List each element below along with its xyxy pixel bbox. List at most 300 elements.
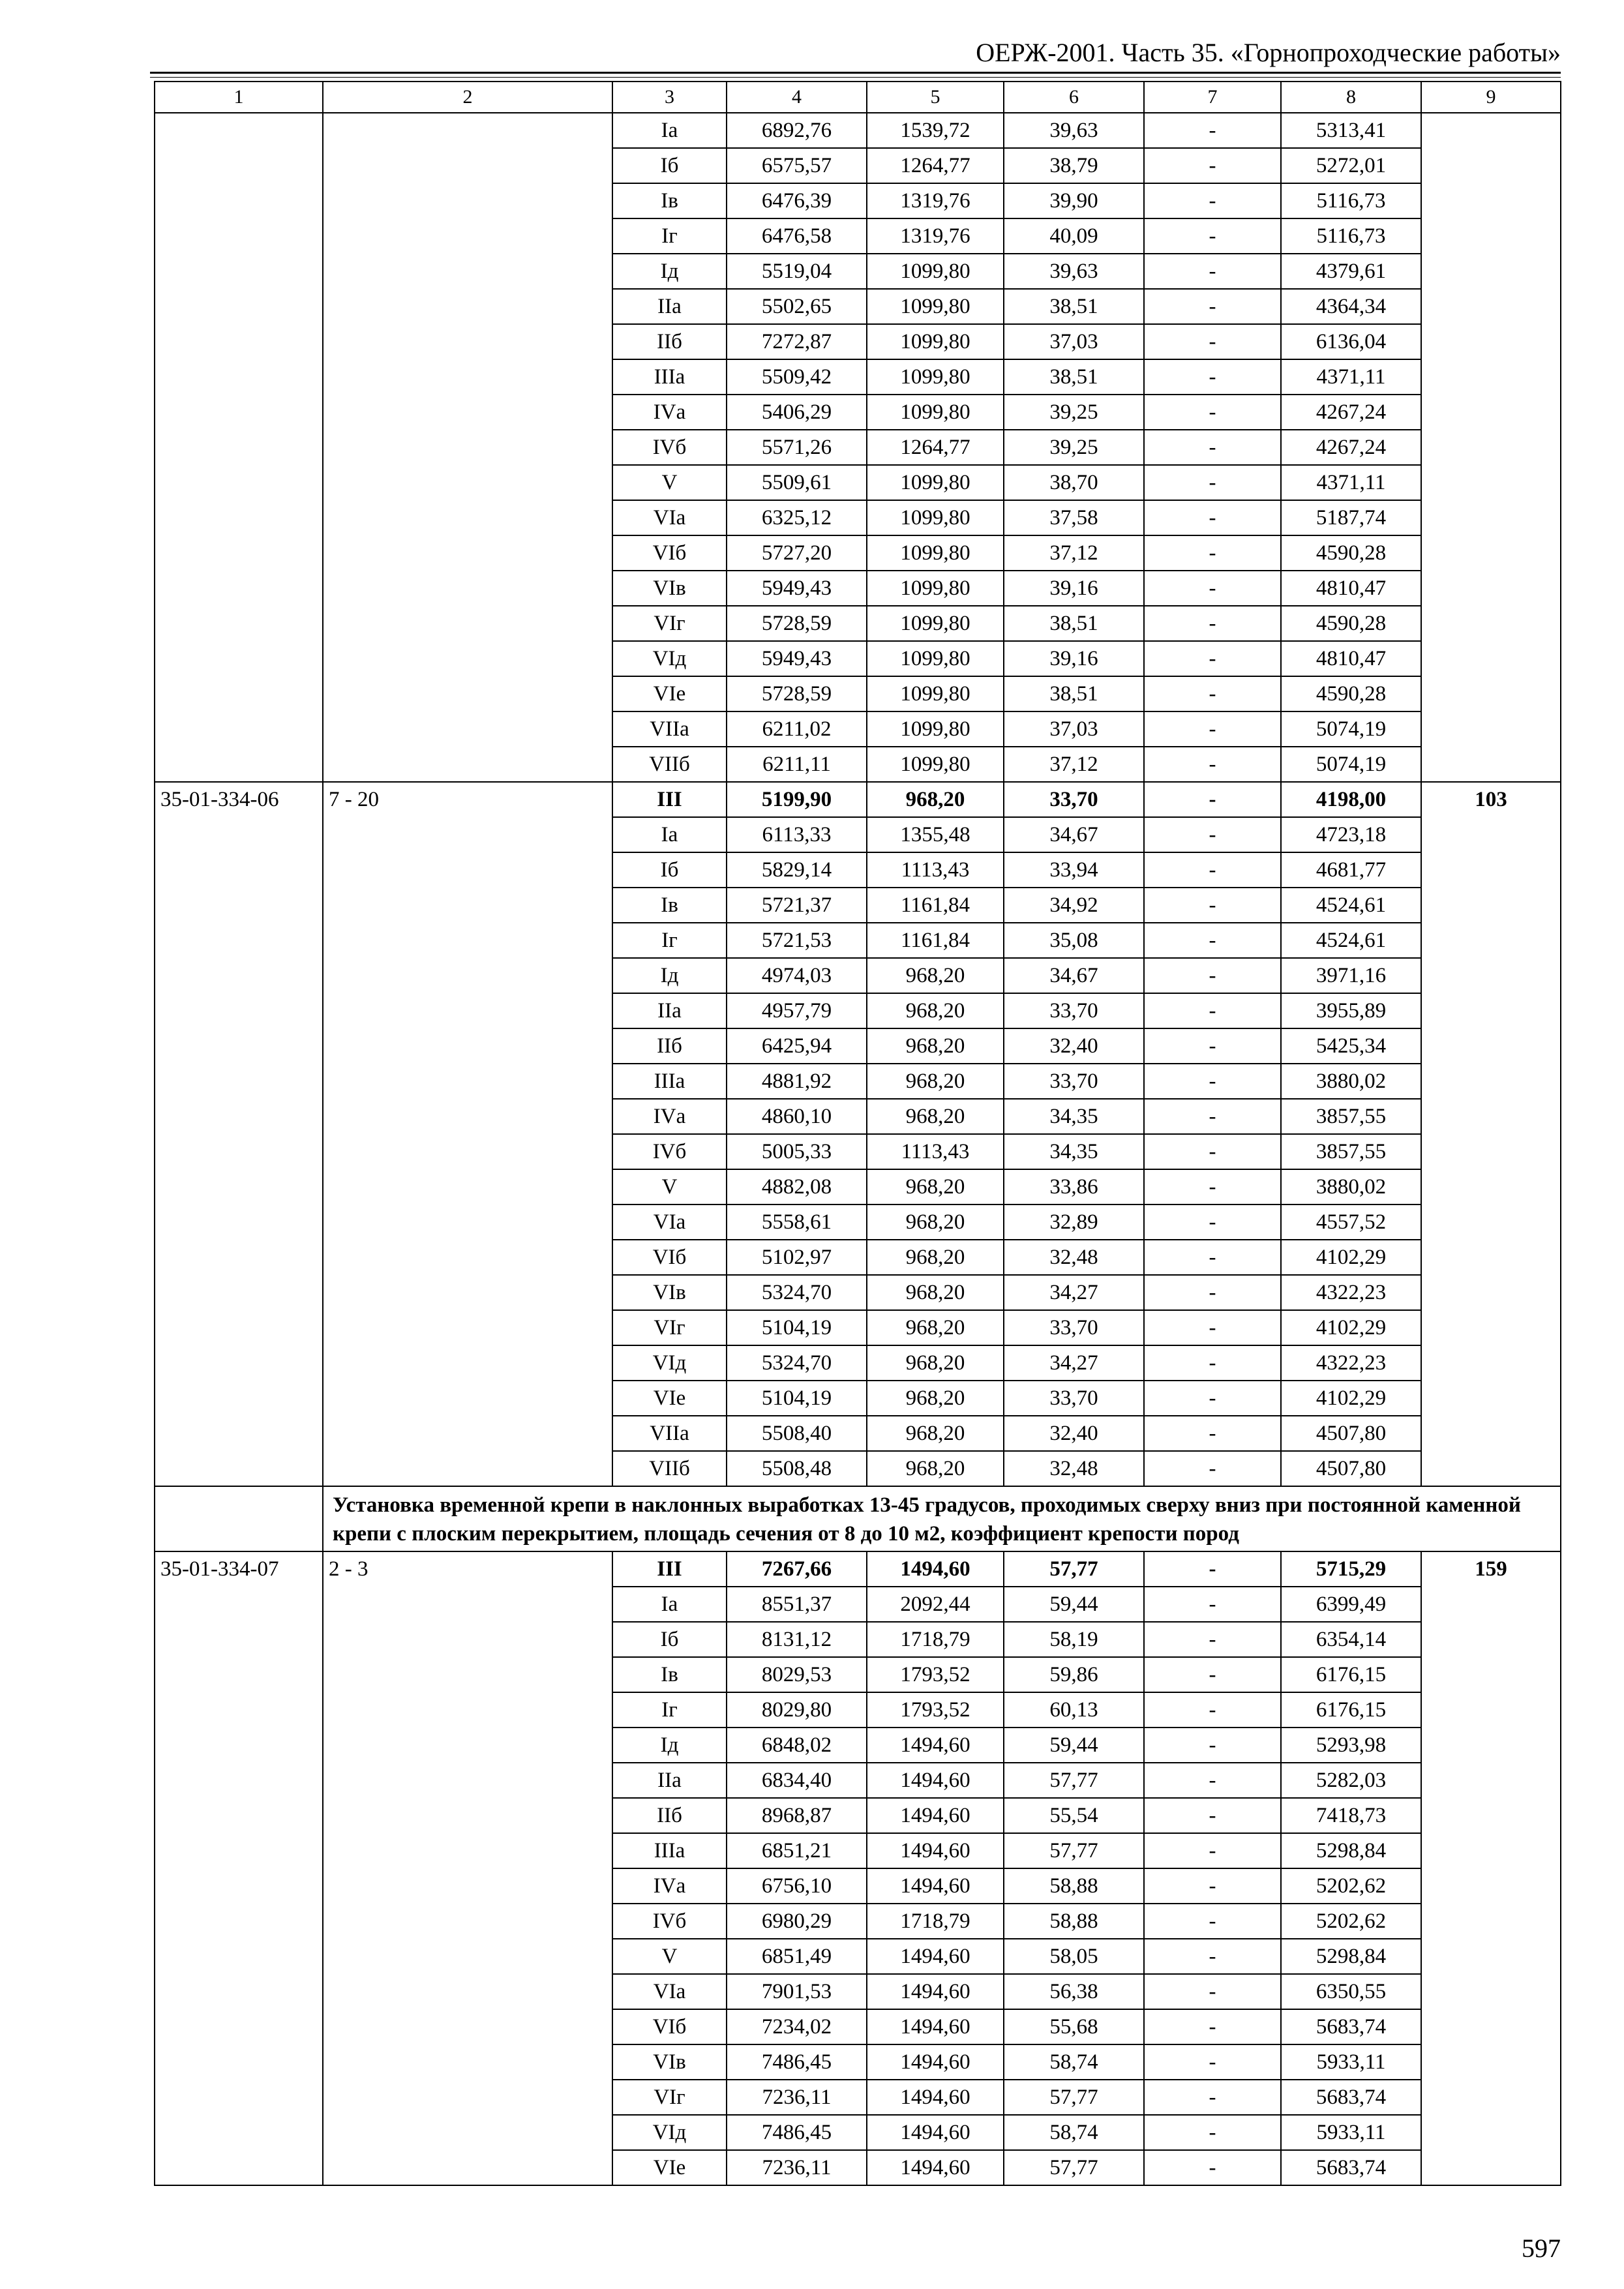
driver-wage-cell: - — [1144, 1622, 1281, 1657]
price-table — [154, 81, 1561, 2186]
zone-cell: V — [612, 1939, 727, 1974]
material-cell: 3880,02 — [1281, 1064, 1421, 1099]
wage-cell: 1793,52 — [867, 1692, 1004, 1728]
machine-cell: 32,89 — [1004, 1204, 1144, 1240]
material-cell: 4371,11 — [1281, 465, 1421, 500]
material-cell: 3857,55 — [1281, 1099, 1421, 1134]
wage-cell: 1099,80 — [867, 571, 1004, 606]
machine-cell: 32,48 — [1004, 1240, 1144, 1275]
zone-cell: VIб — [612, 1240, 727, 1275]
total-cost-cell: 7486,45 — [727, 2115, 867, 2150]
driver-wage-cell: - — [1144, 1134, 1281, 1169]
machine-cell: 39,63 — [1004, 254, 1144, 289]
machine-cell: 38,51 — [1004, 676, 1144, 711]
driver-wage-cell: - — [1144, 1345, 1281, 1381]
wage-cell: 1494,60 — [867, 2009, 1004, 2044]
zone-cell: VIе — [612, 2150, 727, 2185]
total-cost-cell: 8029,80 — [727, 1692, 867, 1728]
zone-cell: Iа — [612, 1587, 727, 1622]
machine-cell: 59,86 — [1004, 1657, 1144, 1692]
wage-cell: 968,20 — [867, 1416, 1004, 1451]
machine-cell: 33,70 — [1004, 993, 1144, 1028]
driver-wage-cell: - — [1144, 958, 1281, 993]
driver-wage-cell: - — [1144, 852, 1281, 888]
machine-cell: 58,05 — [1004, 1939, 1144, 1974]
total-cost-cell: 5509,42 — [727, 359, 867, 395]
total-cost-cell: 5005,33 — [727, 1134, 867, 1169]
zone-cell: VIд — [612, 1345, 727, 1381]
zone-cell: IIб — [612, 1028, 727, 1064]
wage-cell: 968,20 — [867, 1310, 1004, 1345]
machine-cell: 38,51 — [1004, 359, 1144, 395]
material-cell: 3955,89 — [1281, 993, 1421, 1028]
material-cell: 6176,15 — [1281, 1692, 1421, 1728]
machine-cell: 57,77 — [1004, 2150, 1144, 2185]
machine-cell: 38,70 — [1004, 465, 1144, 500]
wage-cell: 968,20 — [867, 1099, 1004, 1134]
driver-wage-cell: - — [1144, 1451, 1281, 1486]
material-cell: 4102,29 — [1281, 1381, 1421, 1416]
total-cost-cell: 8131,12 — [727, 1622, 867, 1657]
zone-cell: Iг — [612, 923, 727, 958]
driver-wage-cell: - — [1144, 500, 1281, 535]
material-cell: 3880,02 — [1281, 1169, 1421, 1204]
material-cell: 4507,80 — [1281, 1451, 1421, 1486]
machine-cell: 55,54 — [1004, 1798, 1144, 1833]
material-cell: 5425,34 — [1281, 1028, 1421, 1064]
header-rule — [150, 72, 1561, 74]
material-cell: 5202,62 — [1281, 1904, 1421, 1939]
driver-wage-cell: - — [1144, 782, 1281, 817]
total-cost-cell: 5727,20 — [727, 535, 867, 571]
total-cost-cell: 8029,53 — [727, 1657, 867, 1692]
total-cost-cell: 4881,92 — [727, 1064, 867, 1099]
machine-cell: 39,63 — [1004, 113, 1144, 148]
wage-cell: 1319,76 — [867, 218, 1004, 254]
driver-wage-cell: - — [1144, 641, 1281, 676]
zone-cell: VIг — [612, 606, 727, 641]
machine-cell: 39,25 — [1004, 430, 1144, 465]
material-cell: 6350,55 — [1281, 1974, 1421, 2009]
zone-cell: VIв — [612, 571, 727, 606]
section-blank-cell — [155, 1486, 323, 1551]
machine-cell: 37,12 — [1004, 747, 1144, 782]
driver-wage-cell: - — [1144, 2044, 1281, 2080]
material-cell: 6176,15 — [1281, 1657, 1421, 1692]
material-cell: 4590,28 — [1281, 606, 1421, 641]
column-number: 8 — [1281, 82, 1421, 113]
zone-cell: IIIа — [612, 1833, 727, 1868]
subgroup: 7 - 20 — [323, 782, 612, 1486]
zone-cell: IIа — [612, 993, 727, 1028]
table-row — [155, 1551, 1561, 1587]
driver-wage-cell: - — [1144, 430, 1281, 465]
zone-cell: VIд — [612, 641, 727, 676]
machine-cell: 39,25 — [1004, 395, 1144, 430]
column-number: 4 — [727, 82, 867, 113]
total-cost-cell: 5721,53 — [727, 923, 867, 958]
total-cost-cell: 7236,11 — [727, 2150, 867, 2185]
zone-cell: Iг — [612, 218, 727, 254]
machine-cell: 57,77 — [1004, 1833, 1144, 1868]
zone-cell: III — [612, 782, 727, 817]
wage-cell: 968,20 — [867, 782, 1004, 817]
rate-code: 35-01-334-06 — [155, 782, 323, 1486]
driver-wage-cell: - — [1144, 1868, 1281, 1904]
material-cell: 5116,73 — [1281, 183, 1421, 218]
total-cost-cell: 6892,76 — [727, 113, 867, 148]
material-cell: 5683,74 — [1281, 2080, 1421, 2115]
wage-cell: 968,20 — [867, 1345, 1004, 1381]
zone-cell: VIа — [612, 1974, 727, 2009]
driver-wage-cell: - — [1144, 1692, 1281, 1728]
zone-cell: IIа — [612, 289, 727, 324]
driver-wage-cell: - — [1144, 1904, 1281, 1939]
wage-cell: 1494,60 — [867, 1763, 1004, 1798]
machine-cell: 57,77 — [1004, 1763, 1144, 1798]
material-cell: 4590,28 — [1281, 676, 1421, 711]
wage-cell: 1099,80 — [867, 711, 1004, 747]
wage-cell: 1099,80 — [867, 500, 1004, 535]
column-number: 9 — [1421, 82, 1561, 113]
labor-cell — [1421, 113, 1561, 782]
zone-cell: VIб — [612, 2009, 727, 2044]
driver-wage-cell: - — [1144, 1381, 1281, 1416]
total-cost-cell: 7234,02 — [727, 2009, 867, 2044]
machine-cell: 38,51 — [1004, 606, 1144, 641]
driver-wage-cell: - — [1144, 1798, 1281, 1833]
total-cost-cell: 7272,87 — [727, 324, 867, 359]
machine-cell: 57,77 — [1004, 2080, 1144, 2115]
zone-cell: IIа — [612, 1763, 727, 1798]
total-cost-cell: 6756,10 — [727, 1868, 867, 1904]
material-cell: 5683,74 — [1281, 2150, 1421, 2185]
driver-wage-cell: - — [1144, 1728, 1281, 1763]
wage-cell: 968,20 — [867, 1451, 1004, 1486]
total-cost-cell: 5508,40 — [727, 1416, 867, 1451]
zone-cell: Iг — [612, 1692, 727, 1728]
material-cell: 5298,84 — [1281, 1939, 1421, 1974]
machine-cell: 56,38 — [1004, 1974, 1144, 2009]
zone-cell: IIIа — [612, 1064, 727, 1099]
rate-code: 35-01-334-07 — [155, 1551, 323, 2185]
material-cell: 3857,55 — [1281, 1134, 1421, 1169]
driver-wage-cell: - — [1144, 1974, 1281, 2009]
material-cell: 5715,29 — [1281, 1551, 1421, 1587]
section-row — [155, 1486, 1561, 1551]
machine-cell: 37,03 — [1004, 711, 1144, 747]
wage-cell: 968,20 — [867, 993, 1004, 1028]
machine-cell: 34,35 — [1004, 1134, 1144, 1169]
zone-cell: VIб — [612, 535, 727, 571]
wage-cell: 1718,79 — [867, 1622, 1004, 1657]
zone-cell: VIIб — [612, 747, 727, 782]
machine-cell: 37,58 — [1004, 500, 1144, 535]
wage-cell: 1494,60 — [867, 2044, 1004, 2080]
machine-cell: 33,86 — [1004, 1169, 1144, 1204]
machine-cell: 57,77 — [1004, 1551, 1144, 1587]
column-number: 1 — [155, 82, 323, 113]
column-number-row — [155, 82, 1561, 113]
total-cost-cell: 5508,48 — [727, 1451, 867, 1486]
machine-cell: 33,70 — [1004, 1381, 1144, 1416]
wage-cell: 1161,84 — [867, 923, 1004, 958]
machine-cell: 34,27 — [1004, 1345, 1144, 1381]
total-cost-cell: 5502,65 — [727, 289, 867, 324]
machine-cell: 34,27 — [1004, 1275, 1144, 1310]
total-cost-cell: 6325,12 — [727, 500, 867, 535]
wage-cell: 1099,80 — [867, 676, 1004, 711]
driver-wage-cell: - — [1144, 1204, 1281, 1240]
zone-cell: IVб — [612, 430, 727, 465]
wage-cell: 1718,79 — [867, 1904, 1004, 1939]
total-cost-cell: 8551,37 — [727, 1587, 867, 1622]
driver-wage-cell: - — [1144, 183, 1281, 218]
machine-cell: 35,08 — [1004, 923, 1144, 958]
total-cost-cell: 5406,29 — [727, 395, 867, 430]
total-cost-cell: 5324,70 — [727, 1345, 867, 1381]
total-cost-cell: 6113,33 — [727, 817, 867, 852]
machine-cell: 33,94 — [1004, 852, 1144, 888]
machine-cell: 58,88 — [1004, 1904, 1144, 1939]
total-cost-cell: 5728,59 — [727, 676, 867, 711]
total-cost-cell: 7486,45 — [727, 2044, 867, 2080]
total-cost-cell: 6575,57 — [727, 148, 867, 183]
machine-cell: 37,03 — [1004, 324, 1144, 359]
material-cell: 4557,52 — [1281, 1204, 1421, 1240]
machine-cell: 58,74 — [1004, 2115, 1144, 2150]
machine-cell: 34,67 — [1004, 817, 1144, 852]
total-cost-cell: 5728,59 — [727, 606, 867, 641]
total-cost-cell: 5104,19 — [727, 1310, 867, 1345]
material-cell: 5298,84 — [1281, 1833, 1421, 1868]
driver-wage-cell: - — [1144, 465, 1281, 500]
machine-cell: 37,12 — [1004, 535, 1144, 571]
total-cost-cell: 6980,29 — [727, 1904, 867, 1939]
driver-wage-cell: - — [1144, 747, 1281, 782]
driver-wage-cell: - — [1144, 113, 1281, 148]
column-number: 6 — [1004, 82, 1144, 113]
wage-cell: 968,20 — [867, 1275, 1004, 1310]
total-cost-cell: 5102,97 — [727, 1240, 867, 1275]
total-cost-cell: 5519,04 — [727, 254, 867, 289]
total-cost-cell: 5949,43 — [727, 641, 867, 676]
driver-wage-cell: - — [1144, 1833, 1281, 1868]
wage-cell: 1264,77 — [867, 148, 1004, 183]
material-cell: 4681,77 — [1281, 852, 1421, 888]
machine-cell: 32,48 — [1004, 1451, 1144, 1486]
subgroup: 2 - 3 — [323, 1551, 612, 2185]
driver-wage-cell: - — [1144, 817, 1281, 852]
material-cell: 4507,80 — [1281, 1416, 1421, 1451]
wage-cell: 2092,44 — [867, 1587, 1004, 1622]
rate-code — [155, 113, 323, 782]
total-cost-cell: 5949,43 — [727, 571, 867, 606]
machine-cell: 34,35 — [1004, 1099, 1144, 1134]
wage-cell: 1099,80 — [867, 465, 1004, 500]
machine-cell: 32,40 — [1004, 1028, 1144, 1064]
total-cost-cell: 5721,37 — [727, 888, 867, 923]
wage-cell: 1264,77 — [867, 430, 1004, 465]
wage-cell: 1099,80 — [867, 254, 1004, 289]
machine-cell: 58,74 — [1004, 2044, 1144, 2080]
material-cell: 5293,98 — [1281, 1728, 1421, 1763]
zone-cell: VIг — [612, 2080, 727, 2115]
wage-cell: 1494,60 — [867, 1833, 1004, 1868]
driver-wage-cell: - — [1144, 1939, 1281, 1974]
total-cost-cell: 6834,40 — [727, 1763, 867, 1798]
labor-cell: 103 — [1421, 782, 1561, 1486]
material-cell: 5116,73 — [1281, 218, 1421, 254]
total-cost-cell: 7236,11 — [727, 2080, 867, 2115]
machine-cell: 34,92 — [1004, 888, 1144, 923]
machine-cell: 33,70 — [1004, 782, 1144, 817]
wage-cell: 1494,60 — [867, 2080, 1004, 2115]
wage-cell: 1494,60 — [867, 1974, 1004, 2009]
wage-cell: 1319,76 — [867, 183, 1004, 218]
zone-cell: VIIа — [612, 711, 727, 747]
total-cost-cell: 4957,79 — [727, 993, 867, 1028]
driver-wage-cell: - — [1144, 1169, 1281, 1204]
driver-wage-cell: - — [1144, 676, 1281, 711]
total-cost-cell: 6851,49 — [727, 1939, 867, 1974]
page-header-title: ОЕРЖ-2001. Часть 35. «Горнопроходческие работы» — [976, 38, 1561, 67]
wage-cell: 1113,43 — [867, 1134, 1004, 1169]
material-cell: 4102,29 — [1281, 1310, 1421, 1345]
driver-wage-cell: - — [1144, 1275, 1281, 1310]
zone-cell: VIг — [612, 1310, 727, 1345]
machine-cell: 39,16 — [1004, 641, 1144, 676]
machine-cell: 34,67 — [1004, 958, 1144, 993]
column-number: 7 — [1144, 82, 1281, 113]
wage-cell: 1494,60 — [867, 2115, 1004, 2150]
material-cell: 4590,28 — [1281, 535, 1421, 571]
zone-cell: VIв — [612, 1275, 727, 1310]
total-cost-cell: 8968,87 — [727, 1798, 867, 1833]
wage-cell: 1539,72 — [867, 113, 1004, 148]
machine-cell: 32,40 — [1004, 1416, 1144, 1451]
zone-cell: Iа — [612, 817, 727, 852]
total-cost-cell: 5104,19 — [727, 1381, 867, 1416]
zone-cell: IVб — [612, 1134, 727, 1169]
wage-cell: 1113,43 — [867, 852, 1004, 888]
driver-wage-cell: - — [1144, 254, 1281, 289]
driver-wage-cell: - — [1144, 923, 1281, 958]
zone-cell: IVа — [612, 1868, 727, 1904]
zone-cell: Iб — [612, 148, 727, 183]
wage-cell: 1494,60 — [867, 1798, 1004, 1833]
driver-wage-cell: - — [1144, 2150, 1281, 2185]
table-row — [155, 113, 1561, 148]
wage-cell: 1099,80 — [867, 324, 1004, 359]
subgroup — [323, 113, 612, 782]
machine-cell: 39,16 — [1004, 571, 1144, 606]
wage-cell: 968,20 — [867, 1169, 1004, 1204]
wage-cell: 1494,60 — [867, 1728, 1004, 1763]
driver-wage-cell: - — [1144, 2080, 1281, 2115]
zone-cell: Iв — [612, 1657, 727, 1692]
material-cell: 4371,11 — [1281, 359, 1421, 395]
driver-wage-cell: - — [1144, 1240, 1281, 1275]
total-cost-cell: 6476,58 — [727, 218, 867, 254]
total-cost-cell: 7901,53 — [727, 1974, 867, 2009]
driver-wage-cell: - — [1144, 993, 1281, 1028]
total-cost-cell: 4860,10 — [727, 1099, 867, 1134]
machine-cell: 58,88 — [1004, 1868, 1144, 1904]
column-number: 2 — [323, 82, 612, 113]
wage-cell: 1099,80 — [867, 289, 1004, 324]
total-cost-cell: 7267,66 — [727, 1551, 867, 1587]
total-cost-cell: 4882,08 — [727, 1169, 867, 1204]
material-cell: 5187,74 — [1281, 500, 1421, 535]
machine-cell: 38,51 — [1004, 289, 1144, 324]
total-cost-cell: 6425,94 — [727, 1028, 867, 1064]
wage-cell: 968,20 — [867, 1204, 1004, 1240]
machine-cell: 33,70 — [1004, 1064, 1144, 1099]
wage-cell: 1099,80 — [867, 606, 1004, 641]
zone-cell: VIе — [612, 1381, 727, 1416]
column-number: 3 — [612, 82, 727, 113]
zone-cell: Iб — [612, 852, 727, 888]
zone-cell: VIд — [612, 2115, 727, 2150]
zone-cell: VIа — [612, 500, 727, 535]
material-cell: 5272,01 — [1281, 148, 1421, 183]
material-cell: 4524,61 — [1281, 888, 1421, 923]
material-cell: 3971,16 — [1281, 958, 1421, 993]
driver-wage-cell: - — [1144, 1551, 1281, 1587]
wage-cell: 1099,80 — [867, 395, 1004, 430]
machine-cell: 39,90 — [1004, 183, 1144, 218]
total-cost-cell: 6851,21 — [727, 1833, 867, 1868]
driver-wage-cell: - — [1144, 1028, 1281, 1064]
driver-wage-cell: - — [1144, 2115, 1281, 2150]
total-cost-cell: 6476,39 — [727, 183, 867, 218]
wage-cell: 968,20 — [867, 1381, 1004, 1416]
header-rule-thin — [150, 77, 1561, 78]
material-cell: 4267,24 — [1281, 395, 1421, 430]
material-cell: 6354,14 — [1281, 1622, 1421, 1657]
zone-cell: VIIб — [612, 1451, 727, 1486]
zone-cell: Iд — [612, 958, 727, 993]
wage-cell: 1099,80 — [867, 641, 1004, 676]
wage-cell: 1099,80 — [867, 359, 1004, 395]
material-cell: 6399,49 — [1281, 1587, 1421, 1622]
total-cost-cell: 5324,70 — [727, 1275, 867, 1310]
zone-cell: III — [612, 1551, 727, 1587]
material-cell: 5933,11 — [1281, 2044, 1421, 2080]
wage-cell: 968,20 — [867, 1028, 1004, 1064]
zone-cell: VIIа — [612, 1416, 727, 1451]
material-cell: 5683,74 — [1281, 2009, 1421, 2044]
zone-cell: IIб — [612, 1798, 727, 1833]
wage-cell: 1494,60 — [867, 2150, 1004, 2185]
material-cell: 4198,00 — [1281, 782, 1421, 817]
zone-cell: IVа — [612, 1099, 727, 1134]
driver-wage-cell: - — [1144, 1064, 1281, 1099]
material-cell: 5282,03 — [1281, 1763, 1421, 1798]
wage-cell: 1161,84 — [867, 888, 1004, 923]
driver-wage-cell: - — [1144, 359, 1281, 395]
total-cost-cell: 5829,14 — [727, 852, 867, 888]
total-cost-cell: 5571,26 — [727, 430, 867, 465]
page-number: 597 — [1522, 2234, 1561, 2263]
driver-wage-cell: - — [1144, 1763, 1281, 1798]
zone-cell: VIв — [612, 2044, 727, 2080]
material-cell: 5202,62 — [1281, 1868, 1421, 1904]
total-cost-cell: 6848,02 — [727, 1728, 867, 1763]
total-cost-cell: 5509,61 — [727, 465, 867, 500]
wage-cell: 1355,48 — [867, 817, 1004, 852]
